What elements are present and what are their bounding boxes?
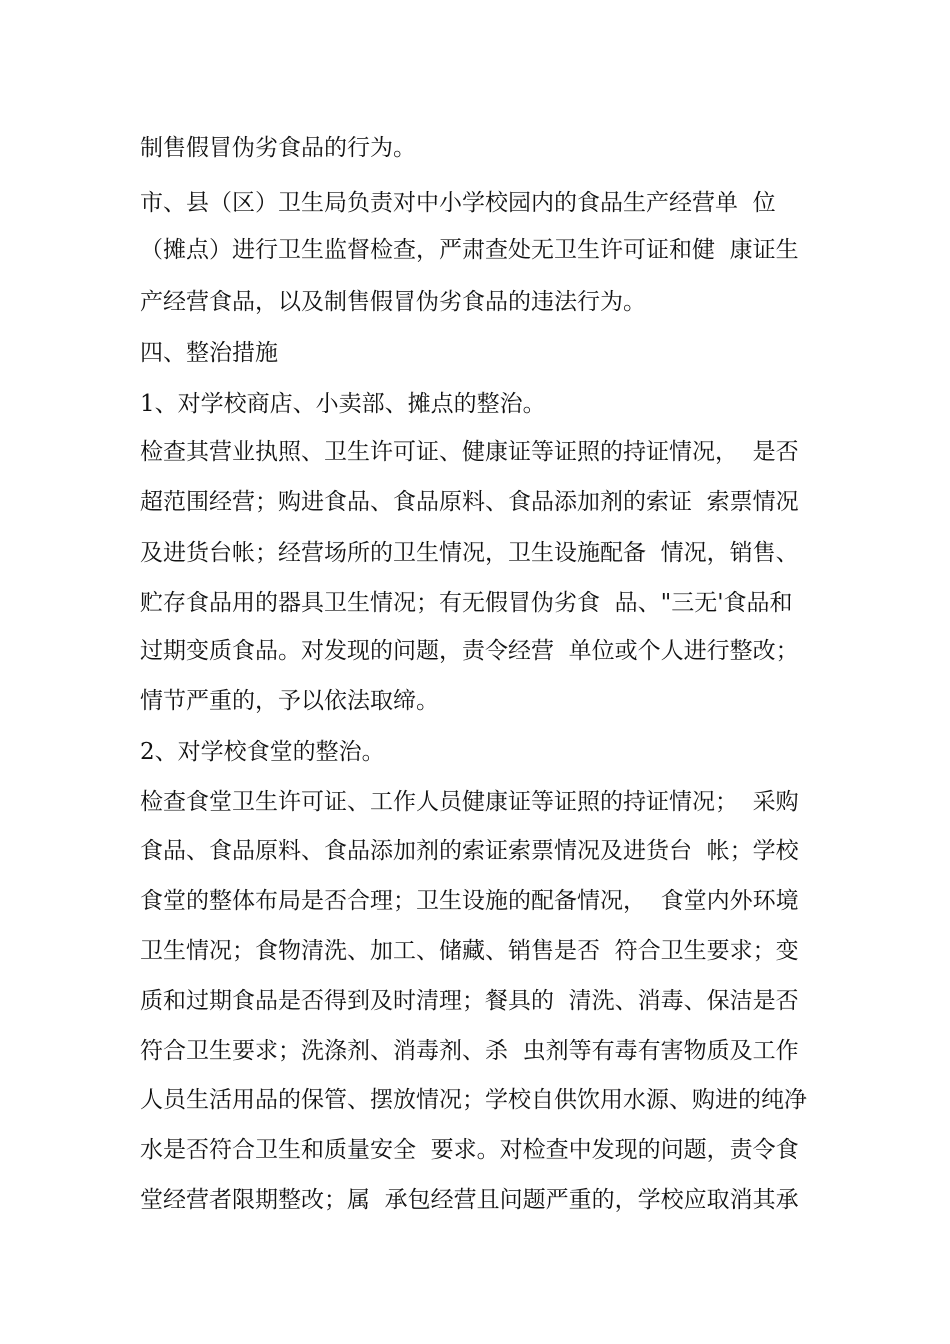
text-line: 市、县（区）卫生局负责对中小学校园内的食品生产经营单 位: [140, 190, 776, 216]
text-line: 情节严重的，予以依法取缔。: [140, 688, 439, 714]
text-line: 符合卫生要求；洗涤剂、消毒剂、杀 虫剂等有毒有害物质及工作: [140, 1038, 799, 1064]
text-line: 堂经营者限期整改；属 承包经营且问题严重的，学校应取消其承: [140, 1187, 799, 1213]
text-line: 卫生情况；食物清洗、加工、储藏、销售是否 符合卫生要求；变: [140, 938, 799, 964]
text-line: 水是否符合卫生和质量安全 要求。对检查中发现的问题，责令食: [140, 1137, 799, 1163]
section-heading: 四、整治措施: [140, 340, 278, 366]
text-line: 食堂的整体布局是否合理；卫生设施的配备情况， 食堂内外环境: [140, 888, 799, 914]
text-line: 超范围经营；购进食品、食品原料、食品添加剂的索证 索票情况: [140, 489, 799, 515]
text-line: 贮存食品用的器具卫生情况；有无假冒伪劣食 品、"三无'食品和: [140, 590, 793, 616]
text-line: （摊点）进行卫生监督检查，严肃查处无卫生许可证和健 康证生: [140, 237, 799, 263]
text-line: 检查食堂卫生许可证、工作人员健康证等证照的持证情况； 采购: [140, 789, 799, 815]
text-line: 及进货台帐；经营场所的卫生情况，卫生设施配备 情况，销售、: [140, 540, 799, 566]
subsection-heading: 1、对学校商店、小卖部、摊点的整治。: [140, 391, 546, 417]
text-line: 过期变质食品。对发现的问题，责令经营 单位或个人进行整改；: [140, 638, 799, 664]
text-line: 食品、食品原料、食品添加剂的索证索票情况及进货台 帐；学校: [140, 838, 799, 864]
text-line: 产经营食品，以及制售假冒伪劣食品的违法行为。: [140, 289, 646, 315]
text-line: 人员生活用品的保管、摆放情况；学校自供饮用水源、购进的纯净: [140, 1087, 807, 1113]
text-line: 检查其营业执照、卫生许可证、健康证等证照的持证情况， 是否: [140, 439, 799, 465]
subsection-heading: 2、对学校食堂的整治。: [140, 739, 385, 765]
text-line: 质和过期食品是否得到及时清理；餐具的 清洗、消毒、保洁是否: [140, 988, 799, 1014]
text-line: 制售假冒伪劣食品的行为。: [140, 135, 416, 161]
